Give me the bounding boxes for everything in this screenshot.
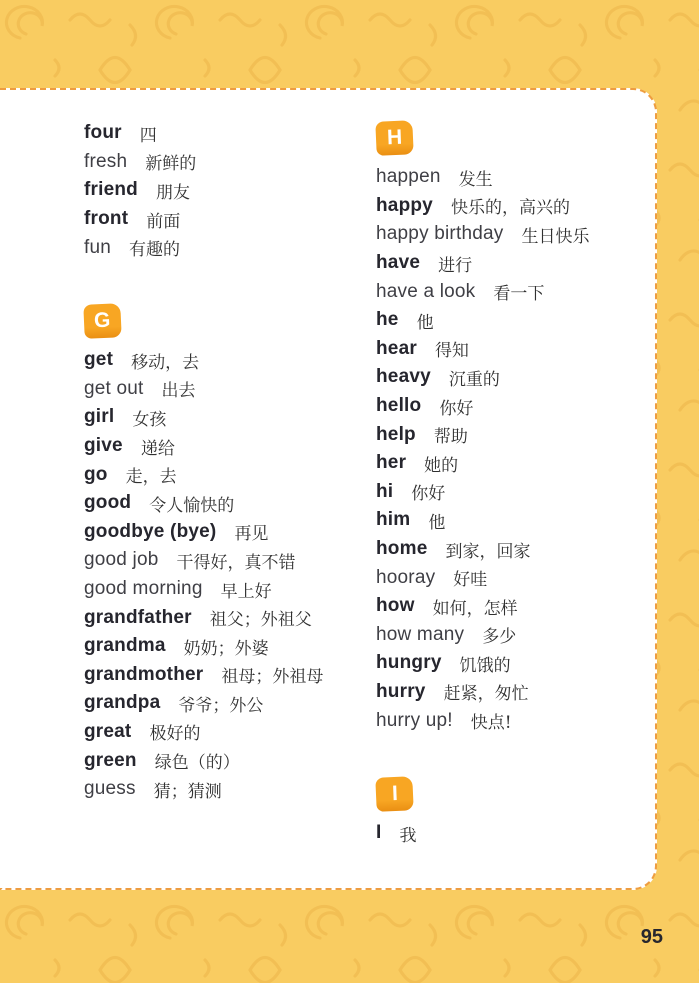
vocab-entry (376, 819, 666, 848)
chinese-meaning: 发生 (458, 169, 493, 190)
chinese-meaning: 祖母；外祖母 (221, 667, 324, 688)
chinese-meaning: 极好的 (149, 724, 201, 745)
english-word: her (376, 452, 407, 474)
chinese-meaning: 得知 (434, 341, 469, 362)
chinese-meaning: 前面 (146, 211, 181, 232)
vocab-entry (84, 689, 374, 718)
vocab-entry (376, 220, 666, 249)
english-word: hooray (376, 566, 436, 588)
english-word: green (84, 749, 137, 771)
vocab-entry (376, 392, 666, 421)
english-word: happy birthday (376, 223, 504, 245)
english-word: go (84, 463, 108, 485)
chinese-meaning: 朋友 (155, 182, 190, 203)
english-word: home (376, 538, 428, 560)
english-word: fun (84, 236, 112, 258)
vocab-entry (84, 632, 374, 661)
english-word: give (84, 435, 123, 457)
vocab-entry (84, 205, 374, 234)
vocab-entry (376, 478, 666, 507)
chinese-meaning: 递给 (140, 438, 175, 459)
vocab-entry (84, 775, 374, 804)
english-word: him (376, 509, 411, 531)
vocab-entry (376, 649, 666, 678)
english-word: hello (376, 395, 422, 417)
chinese-meaning: 移动，去 (131, 352, 200, 373)
chinese-meaning: 生日快乐 (521, 226, 590, 247)
vocab-entry (84, 176, 374, 205)
vocab-entry (84, 661, 374, 690)
vocab-entry (84, 718, 374, 747)
vocab-entry (84, 518, 374, 547)
chinese-meaning: 你好 (411, 484, 446, 505)
chinese-meaning: 早上好 (220, 581, 272, 602)
letter-badge-label: H (386, 125, 403, 150)
english-word: goodbye (bye) (84, 520, 217, 542)
chinese-meaning: 好哇 (453, 570, 488, 591)
english-word: hear (376, 337, 417, 359)
chinese-meaning: 我 (399, 825, 417, 846)
chinese-meaning: 快点! (470, 713, 512, 734)
chinese-meaning: 进行 (438, 255, 473, 276)
english-word: guess (84, 778, 136, 800)
english-word: hungry (376, 652, 442, 674)
vocab-entry (376, 563, 666, 592)
vocab-entry (84, 489, 374, 518)
chinese-meaning: 沉重的 (448, 369, 500, 390)
english-word: front (84, 208, 129, 230)
chinese-meaning: 饥饿的 (459, 655, 511, 676)
vocab-entry (376, 621, 666, 650)
chinese-meaning: 令人愉快的 (149, 495, 235, 516)
english-word: four (84, 122, 122, 144)
vocab-entry (376, 420, 666, 449)
chinese-meaning: 干得好，真不错 (176, 552, 296, 573)
vocab-entry (376, 706, 666, 735)
english-word: how (376, 595, 415, 617)
chinese-meaning: 奶奶；外婆 (183, 638, 269, 659)
vocab-entry (84, 575, 374, 604)
vocab-entry (84, 375, 374, 404)
vocab-entry (376, 249, 666, 278)
english-word: hurry up! (376, 709, 453, 731)
left-column (84, 119, 374, 803)
page-number: 95 (640, 926, 663, 948)
chinese-meaning: 赶紧，匆忙 (443, 684, 529, 705)
english-word: hurry (376, 680, 426, 702)
chinese-meaning: 再见 (234, 524, 269, 545)
vocab-entry (84, 460, 374, 489)
vocab-entry (376, 163, 666, 192)
chinese-meaning: 有趣的 (129, 240, 181, 261)
english-word: happen (376, 166, 441, 188)
vocab-entry (84, 346, 374, 375)
english-word: he (376, 309, 399, 331)
english-word: happy (376, 194, 433, 216)
vocab-entry (84, 746, 374, 775)
vocab-entry (376, 506, 666, 535)
chinese-meaning: 他 (428, 512, 446, 533)
letter-badge-label: G (93, 308, 112, 333)
chinese-meaning: 如何，怎样 (432, 598, 518, 619)
english-word: how many (376, 623, 465, 645)
vocab-entry (84, 546, 374, 575)
letter-badge-label: I (391, 781, 398, 805)
chinese-meaning: 他 (416, 312, 434, 333)
english-word: girl (84, 406, 115, 428)
chinese-meaning: 女孩 (132, 409, 167, 430)
vocab-entry (376, 449, 666, 478)
right-column (376, 119, 666, 847)
english-word: good morning (84, 578, 203, 600)
vocab-entry (84, 403, 374, 432)
letter-badge-H (375, 120, 413, 156)
chinese-meaning: 绿色（的） (154, 753, 240, 774)
vocab-entry (84, 119, 374, 148)
chinese-meaning: 出去 (161, 381, 196, 402)
english-word: get out (84, 377, 144, 399)
chinese-meaning: 看一下 (493, 284, 545, 305)
english-word: help (376, 423, 416, 445)
letter-badge-G (83, 303, 121, 339)
english-word: good (84, 492, 132, 514)
english-word: I (376, 822, 382, 844)
chinese-meaning: 四 (139, 125, 157, 146)
chinese-meaning: 她的 (424, 455, 459, 476)
chinese-meaning: 帮助 (433, 427, 468, 448)
chinese-meaning: 到家，回家 (445, 541, 531, 562)
vocab-entry (376, 678, 666, 707)
chinese-meaning: 多少 (482, 627, 517, 648)
vocab-entry (376, 363, 666, 392)
chinese-meaning: 走，去 (125, 467, 177, 488)
chinese-meaning: 祖父；外祖父 (209, 610, 312, 631)
english-word: have a look (376, 280, 476, 302)
chinese-meaning: 你好 (439, 398, 474, 419)
english-word: great (84, 720, 132, 742)
english-word: heavy (376, 366, 431, 388)
vocab-entry (376, 592, 666, 621)
letter-badge-I (375, 776, 413, 812)
vocab-entry (376, 535, 666, 564)
english-word: fresh (84, 150, 128, 172)
vocab-entry (84, 148, 374, 177)
vocab-entry (84, 603, 374, 632)
english-word: friend (84, 179, 138, 201)
vocab-entry (376, 192, 666, 221)
english-word: hi (376, 480, 394, 502)
english-word: good job (84, 549, 159, 571)
chinese-meaning: 爷爷；外公 (178, 695, 264, 716)
chinese-meaning: 快乐的，高兴的 (450, 198, 570, 219)
vocab-entry (84, 432, 374, 461)
chinese-meaning: 猜；猜测 (153, 781, 222, 802)
english-word: grandmother (84, 663, 204, 685)
vocab-entry (376, 277, 666, 306)
english-word: grandpa (84, 692, 161, 714)
vocab-entry (376, 335, 666, 364)
vocab-entry (84, 233, 374, 262)
english-word: get (84, 349, 114, 371)
chinese-meaning: 新鲜的 (145, 154, 197, 175)
vocab-entry (376, 306, 666, 335)
english-word: have (376, 252, 421, 274)
english-word: grandfather (84, 606, 192, 628)
english-word: grandma (84, 635, 166, 657)
